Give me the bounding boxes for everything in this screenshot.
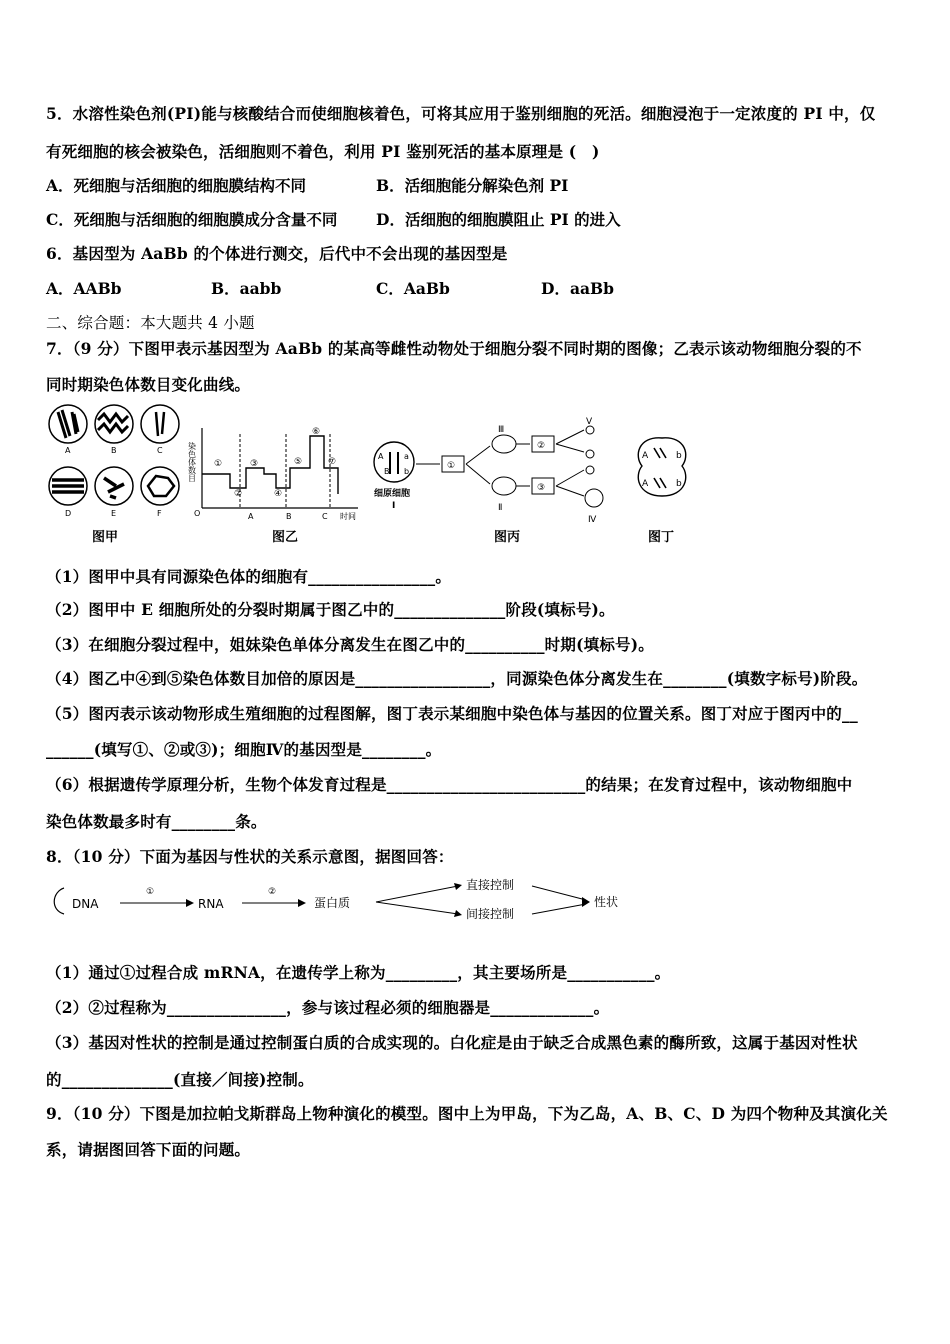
figure-yi [187,424,370,521]
q5-option-a: A．死细胞与活细胞的细胞膜结构不同 [46,176,307,195]
q7-sub-1: （1）图甲中具有同源染色体的细胞有________________。 [46,567,452,586]
dna-replication-arrow [54,888,64,914]
yi-xtick-c: C [322,512,328,521]
q6-stem: 6．基因型为 AaBb 的个体进行测交，后代中不会出现的基因型是 [46,244,508,263]
bing-label-2: Ⅱ [498,503,503,513]
bing-step-2: ② [537,441,546,451]
bing-gene-a-upper: A [378,452,384,461]
q5-option-d: D．活细胞的细胞膜阻止 PI 的进入 [376,210,621,229]
caption-jia: 图甲 [92,530,119,545]
q8-sub-1: （1）通过①过程合成 mRNA，在遗传学上称为_________，其主要场所是___________。 [46,963,671,982]
diagram-protein: 蛋白质 [314,896,351,910]
q7-sub-4: （4）图乙中④到⑤染色体数目加倍的原因是_________________，同源染色体分离发生在________(填数字标号)阶段。 [46,669,868,688]
cell-label-e: E [111,509,117,518]
bing-step-3: ③ [537,483,546,493]
cell-label-d: D [65,509,72,518]
q9-stem-line1: 9．（10 分）下图是加拉帕戈斯群岛上物种演化的模型。图中上为甲岛，下为乙岛，A、B、C、D 为四个物种及其演化关 [46,1104,888,1123]
caption-yi: 图乙 [272,530,299,545]
bing-label-5: Ⅴ [586,417,593,427]
yi-stage-5: ⑤ [294,457,303,467]
ding-gene-2: b [676,451,682,461]
ding-gene-1: A [642,451,649,461]
cell-e [95,467,133,518]
q6-option-b: B．aabb [211,279,282,298]
q5-stem-line1: 5．水溶性染色剂(PI)能与核酸结合而使细胞核着色，可将其应用于鉴别细胞的死活。细胞浸泡于一定浓度的 PI 中，仅 [46,104,876,123]
diagram-step1: ① [146,887,155,897]
cell-c [141,405,179,455]
q8-sub-3-line2: 的______________(直接／间接)控制。 [46,1070,314,1089]
cell-label-f: F [157,509,162,518]
q5-option-b: B．活细胞能分解染色剂 PI [376,176,569,195]
bing-label-4: Ⅳ [588,515,597,525]
figure-jia [44,404,184,522]
q7-sub-5-line1: （5）图丙表示该动物形成生殖细胞的过程图解，图丁表示某细胞中染色体与基因的位置关系。图丁对应于图丙中的__ [46,704,858,723]
bing-gene-b-upper: B [384,467,390,476]
q6-option-d: D．aaBb [541,279,614,298]
q7-sub-2: （2）图甲中 E 细胞所处的分裂时期属于图乙中的______________阶段(填标号)。 [46,600,615,619]
q5-stem-line2: 有死细胞的核会被染色，活细胞则不着色，利用 PI 鉴别死活的基本原理是 ( ) [46,142,600,161]
cell-b [95,405,133,455]
cell-d [49,467,87,518]
q7-stem-line2: 同时期染色体数目变化曲线。 [46,375,251,394]
yi-stage-3: ③ [250,459,259,469]
yi-stage-6: ⑥ [312,427,321,437]
q7-sub-6-line1: （6）根据遗传学原理分析，生物个体发育过程是_________________________的结果；在发育过程中，该动物细胞中 [46,775,853,794]
diagram-step2: ② [268,887,277,897]
yi-stage-4: ④ [274,489,283,499]
q7-sub-5-line2: ______(填写①、②或③)；细胞Ⅳ的基因型是________。 [46,740,442,759]
q9-stem-line2: 系，请据图回答下面的问题。 [46,1140,251,1159]
yi-xtick-b: B [286,512,292,521]
bing-step-1: ① [447,461,456,471]
ding-gene-4: b [676,479,682,489]
ding-gene-3: A [642,479,649,489]
diagram-indirect: 间接控制 [466,907,515,921]
cell-label-a: A [65,446,71,455]
section-heading: 二、综合题：本大题共 4 小题 [46,314,255,332]
q8-stem: 8．（10 分）下面为基因与性状的关系示意图，据图回答： [46,847,454,866]
q7-stem-line1: 7．（9 分）下图甲表示基因型为 AaBb 的某高等雌性动物处于细胞分裂不同时期的图像；乙表示该动物细胞分裂的不 [46,339,862,358]
bing-gene-b-lower: b [404,467,410,476]
caption-ding: 图丁 [648,530,675,545]
q7-sub-3: （3）在细胞分裂过程中，姐妹染色单体分离发生在图乙中的__________时期(填标号)。 [46,635,654,654]
bing-label-origin: 细原细胞 [374,489,411,499]
q5-option-c: C．死细胞与活细胞的细胞膜成分含量不同 [46,210,338,229]
q8-sub-3-line1: （3）基因对性状的控制是通过控制蛋白质的合成实现的。白化症是由于缺乏合成黑色素的酶所致，这属于基因对性状 [46,1033,858,1052]
q8-sub-2: （2）②过程称为_______________，参与该过程必须的细胞器是_____________。 [46,998,610,1017]
yi-stage-1: ① [214,459,223,469]
figure-ding [632,432,696,502]
yi-stage-7: ⑦ [328,457,337,467]
diagram-dna: DNA [72,897,99,911]
cell-label-b: B [111,446,117,455]
figure-gene-trait [46,874,646,924]
cell-f [141,467,179,518]
yi-curve [202,436,338,494]
q7-sub-6-line2: 染色体数最多时有________条。 [46,812,267,831]
cell-a [49,405,87,455]
q6-option-c: C．AaBb [376,279,450,298]
q6-option-a: A．AABb [46,279,122,298]
diagram-trait: 性状 [594,895,619,909]
bing-label-3: Ⅲ [498,425,505,435]
cell-label-c: C [157,446,163,455]
bing-label-1: Ⅰ [392,501,396,511]
caption-bing: 图丙 [494,530,521,545]
diagram-rna: RNA [198,897,224,911]
yi-xtick-a: A [248,512,254,521]
figure-bing [372,418,618,528]
yi-origin: O [194,509,201,518]
yi-ylabel: 染色体数目 [187,442,197,482]
yi-stage-2: ② [234,489,243,499]
yi-xlabel: 时间 [340,512,356,521]
bing-gene-a-lower: a [404,452,409,461]
diagram-direct: 直接控制 [466,878,515,892]
